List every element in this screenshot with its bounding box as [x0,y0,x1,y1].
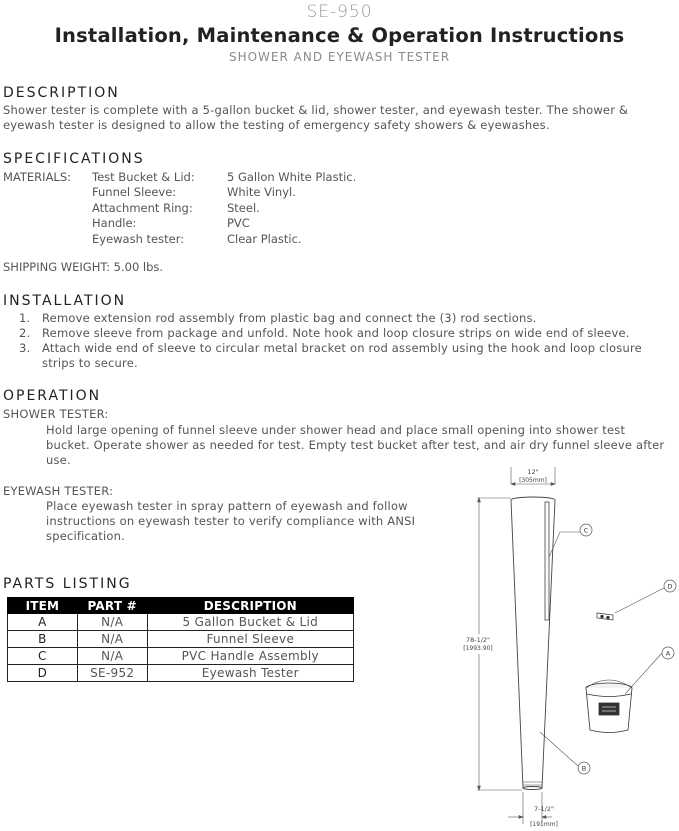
part-number-cell: N/A [77,631,147,648]
callout-c [580,524,592,536]
installation-steps [3,311,668,371]
step-text: Remove sleeve from package and unfold. Note hook and loop closure strips on wide end of sleeve. [42,326,630,340]
description-text: Shower tester is complete with a 5-gallon bucket & lid, shower tester, and eyewash tester. The shower & eyewash tester is designed to allow the testing of emergency safety showers & eyewashes. [3,103,629,132]
spec-value: White Vinyl. [227,185,296,200]
table-row [8,665,354,682]
list-item [3,311,668,326]
spec-names [92,170,195,247]
callout-c-label: C [583,526,589,535]
top-dim-label: 12" [527,468,539,476]
item-cell: B [8,631,78,648]
shower-tester-label: SHOWER TESTER: [3,407,109,421]
table-row [8,631,354,648]
step-text: Remove extension rod assembly from plastic bag and connect the (3) rod sections. [42,311,537,325]
spec-value: 5 Gallon White Plastic. [227,170,357,184]
specifications-heading: SPECIFICATIONS [3,151,145,167]
eyewash-tester-illustration [597,613,613,620]
callout-d [664,580,676,592]
spec-name: Test Bucket & Lid: [92,170,195,184]
step-number: 2. [19,326,31,340]
description-cell: PVC Handle Assembly [147,648,353,665]
parts-table [7,597,354,682]
parts-heading: PARTS LISTING [3,576,132,592]
list-item [3,326,668,341]
part-number-cell: SE-952 [77,665,147,682]
column-header: PART # [77,598,147,614]
page-subtitle: SHOWER AND EYEWASH TESTER [228,50,451,64]
eyewash-tester-label: EYEWASH TESTER: [3,484,114,498]
pvc-handle [545,502,549,620]
model-number: SE-950 [306,2,373,22]
top-dim-mm-label: [305mm] [519,477,547,484]
shipping-weight-value: 5.00 lbs. [113,260,164,274]
shipping-weight [3,260,163,275]
table-row [8,614,354,631]
item-cell: C [8,648,78,665]
description-heading: DESCRIPTION [3,85,120,101]
bottom-dim-mm-label: [191mm] [530,821,558,828]
item-cell: A [8,614,78,631]
spec-values [227,170,356,247]
callout-a [662,647,674,659]
eyewash-tester-text: Place eyewash tester in spray pattern of eyewash and follow instructions on eyewash tester to verify compliance with ANSI specification. [46,499,416,543]
list-item [3,341,668,371]
table-row [8,648,354,665]
spec-value: PVC [227,216,250,231]
spec-name: Funnel Sleeve: [92,185,177,200]
height-dim-label: 78-1/2" [465,636,491,644]
step-number: 1. [19,311,31,325]
operation-heading: OPERATION [3,388,102,404]
installation-heading: INSTALLATION [3,293,127,309]
spec-name: Eyewash tester: [92,231,185,246]
spec-value: Clear Plastic. [227,231,302,246]
step-text: Attach wide end of sleeve to circular metal bracket on rod assembly using the hook and loop closure strips to secure. [42,341,642,370]
callout-b-label: B [581,764,587,773]
spec-value: Steel. [227,200,260,215]
column-header: DESCRIPTION [147,598,353,614]
description-cell: Funnel Sleeve [147,631,353,648]
item-cell: D [8,665,78,682]
callout-b [578,762,590,774]
part-number-cell: N/A [77,614,147,631]
shower-tester-text: Hold large opening of funnel sleeve under shower head and place small opening into shower test bucket. Operate shower as needed for test. Empty test bucket after test, and air dry funnel sleeve after use. [46,423,665,467]
table-header-row [8,598,354,614]
shipping-weight-label: SHIPPING WEIGHT: [3,260,110,274]
callout-a-label: A [665,649,671,658]
spec-name: Attachment Ring: [92,200,193,215]
height-dim-mm-label: [1993.90] [463,645,493,652]
callout-d-label: D [667,582,673,591]
step-number: 3. [19,341,31,355]
description-cell: 5 Gallon Bucket & Lid [147,614,353,631]
materials-label: MATERIALS: [3,170,72,184]
description-cell: Eyewash Tester [147,665,353,682]
spec-name: Handle: [92,216,137,231]
bottom-dim-label: 7-1/2" [534,805,554,813]
tester-diagram [420,462,679,831]
bucket-illustration [586,680,632,733]
part-number-cell: N/A [77,648,147,665]
column-header: ITEM [8,598,78,614]
page-title: Installation, Maintenance & Operation Instructions [54,24,625,47]
